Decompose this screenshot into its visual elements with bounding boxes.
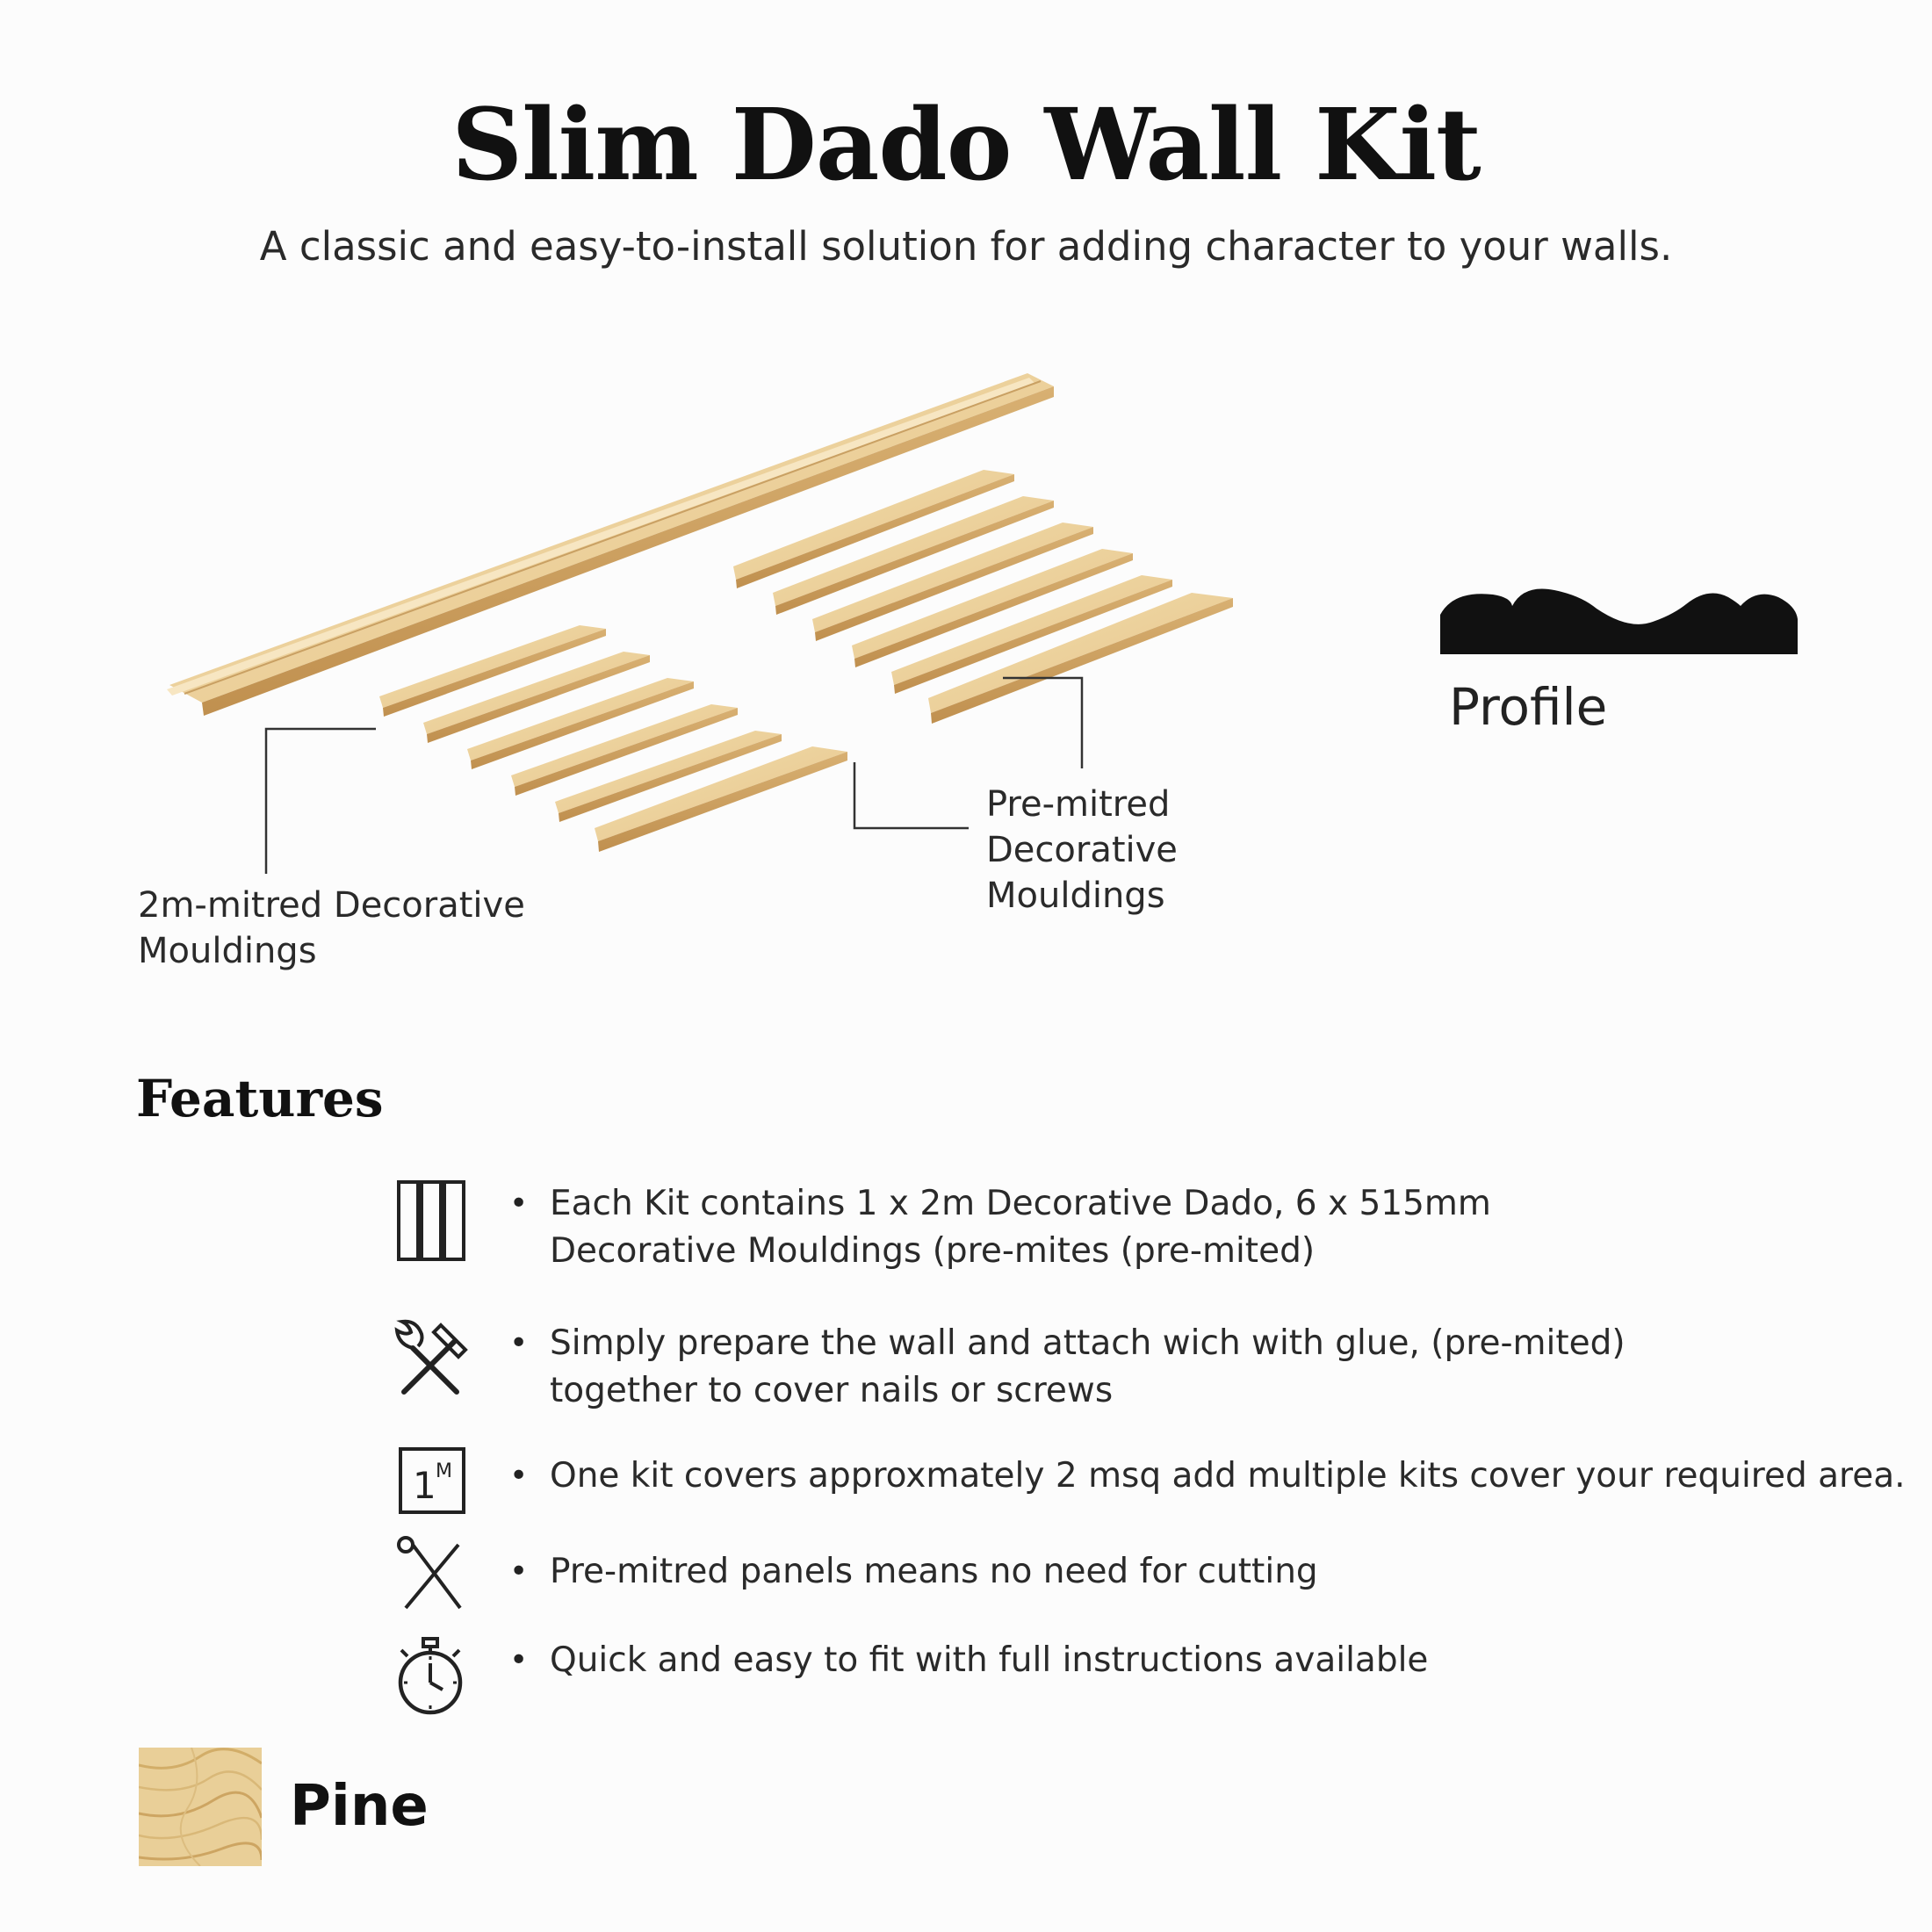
features-heading: Features: [136, 1069, 384, 1128]
left-callout-line: [266, 729, 376, 874]
scissors-icon: [386, 1532, 474, 1620]
pine-swatch: [139, 1748, 262, 1866]
bullet: •: [509, 1186, 529, 1222]
feature-text: Each Kit contains 1 x 2m Decorative Dado, 6 x 515mm Decorative Mouldings (pre-mites (pre-mited): [550, 1184, 1491, 1271]
finish-label: Pine: [290, 1774, 429, 1839]
page-subtitle: A classic and easy-to-install solution for adding character to your walls.: [259, 223, 1673, 270]
right-moulding-label: Pre-mitred Decorative Mouldings: [986, 784, 1178, 916]
feature-text: Simply prepare the wall and attach wich with glue, (pre-mited) together to cover nails or screws: [550, 1323, 1626, 1410]
svg-text:1: 1: [413, 1464, 436, 1507]
square-metre-icon: [386, 1440, 474, 1528]
bullet: •: [509, 1642, 529, 1678]
right-moulding-set: [733, 470, 1233, 724]
profile-label: Profile: [1449, 677, 1608, 737]
center-callout-line: [854, 762, 969, 828]
bullet: •: [509, 1458, 529, 1494]
hammer-wrench-icon: [386, 1313, 474, 1401]
svg-text:M: M: [436, 1460, 452, 1482]
left-moulding-set: [379, 625, 847, 852]
bullet: •: [509, 1554, 529, 1590]
feature-text: One kit covers approxmately 2 msq add multiple kits cover your required area.: [550, 1456, 1906, 1496]
left-moulding-label: 2m-mitred Decorative Mouldings: [138, 885, 525, 971]
feature-text: Quick and easy to fit with full instructions available: [550, 1640, 1429, 1680]
feature-text: Pre-mitred panels means no need for cutting: [550, 1552, 1318, 1591]
stopwatch-icon: [386, 1633, 474, 1721]
profile-shape: [1440, 588, 1798, 654]
right-callout-line: [1003, 678, 1082, 768]
panels-icon: [386, 1177, 474, 1265]
bullet: •: [509, 1325, 529, 1361]
page-title: Slim Dado Wall Kit: [451, 88, 1481, 203]
